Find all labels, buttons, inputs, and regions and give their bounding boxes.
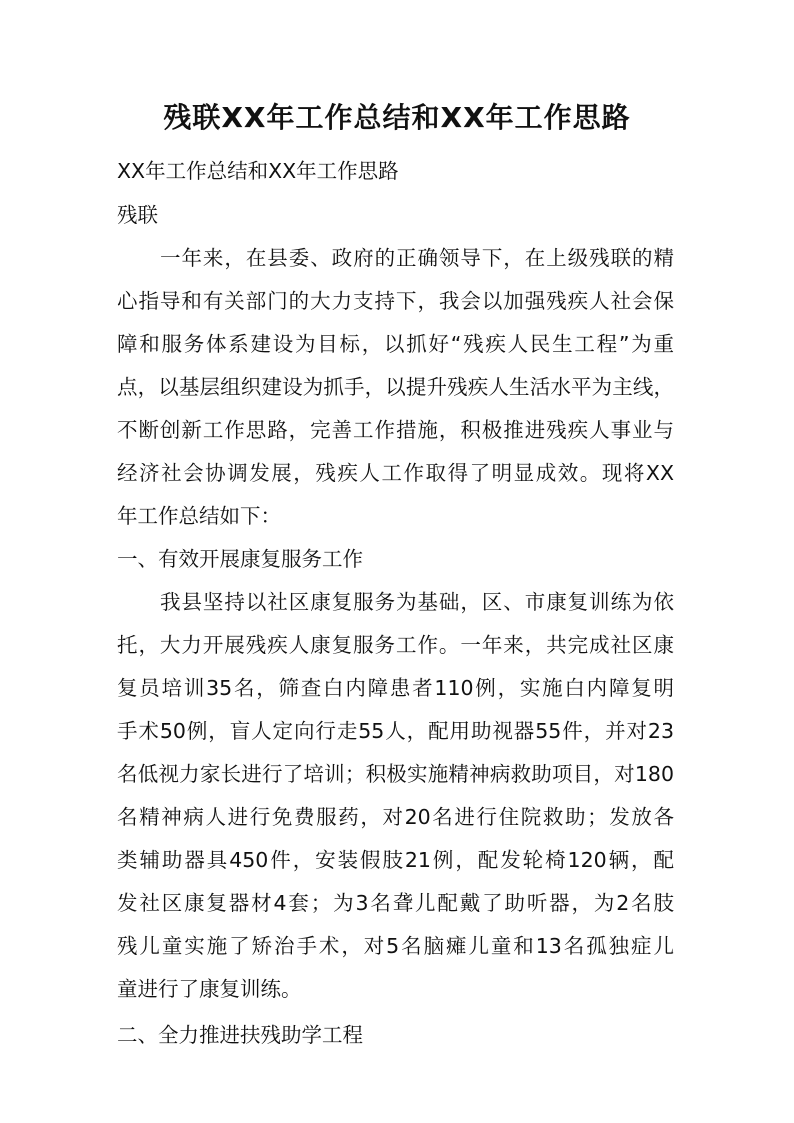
section-heading: 二、全力推进扶残助学工程 (117, 1023, 363, 1047)
section-line: 手术50例，盲人定向行走55人，配用助视器55件，并对23 (117, 719, 674, 743)
document-subtitle: XX年工作总结和XX年工作思路 (117, 159, 399, 183)
intro-line: 障和服务体系建设为目标，以抓好“残疾人民生工程”为重 (117, 332, 674, 356)
intro-line: 不断创新工作思路，完善工作措施，积极推进残疾人事业与 (117, 418, 674, 442)
intro-line: 点，以基层组织建设为抓手，以提升残疾人生活水平为主线， (117, 375, 674, 399)
document-author: 残联 (117, 203, 158, 227)
section-line: 残儿童实施了矫治手术，对5名脑瘫儿童和13名孤独症儿 (117, 934, 674, 958)
section-line: 我县坚持以社区康复服务为基础，区、市康复训练为依 (160, 590, 674, 614)
section-line: 复员培训35名，筛查白内障患者110例，实施白内障复明 (117, 676, 674, 700)
intro-line: 年工作总结如下： (117, 504, 281, 528)
section-heading: 一、有效开展康复服务工作 (117, 547, 363, 571)
intro-line: 经济社会协调发展，残疾人工作取得了明显成效。现将XX (117, 461, 674, 485)
section-line: 童进行了康复训练。 (117, 977, 302, 1001)
intro-line: 一年来，在县委、政府的正确领导下，在上级残联的精 (160, 246, 674, 270)
section-line: 名低视力家长进行了培训；积极实施精神病救助项目，对180 (117, 762, 674, 786)
section-line: 托，大力开展残疾人康复服务工作。一年来，共完成社区康 (117, 633, 674, 657)
section-line: 发社区康复器材4套；为3名聋儿配戴了助听器，为2名肢 (117, 891, 674, 915)
section-line: 名精神病人进行免费服药，对20名进行住院救助；发放各 (117, 805, 674, 829)
document-title: 残联XX年工作总结和XX年工作思路 (163, 101, 631, 134)
intro-line: 心指导和有关部门的大力支持下，我会以加强残疾人社会保 (117, 289, 674, 313)
section-line: 类辅助器具450件，安装假肢21例，配发轮椅120辆，配 (117, 848, 674, 872)
